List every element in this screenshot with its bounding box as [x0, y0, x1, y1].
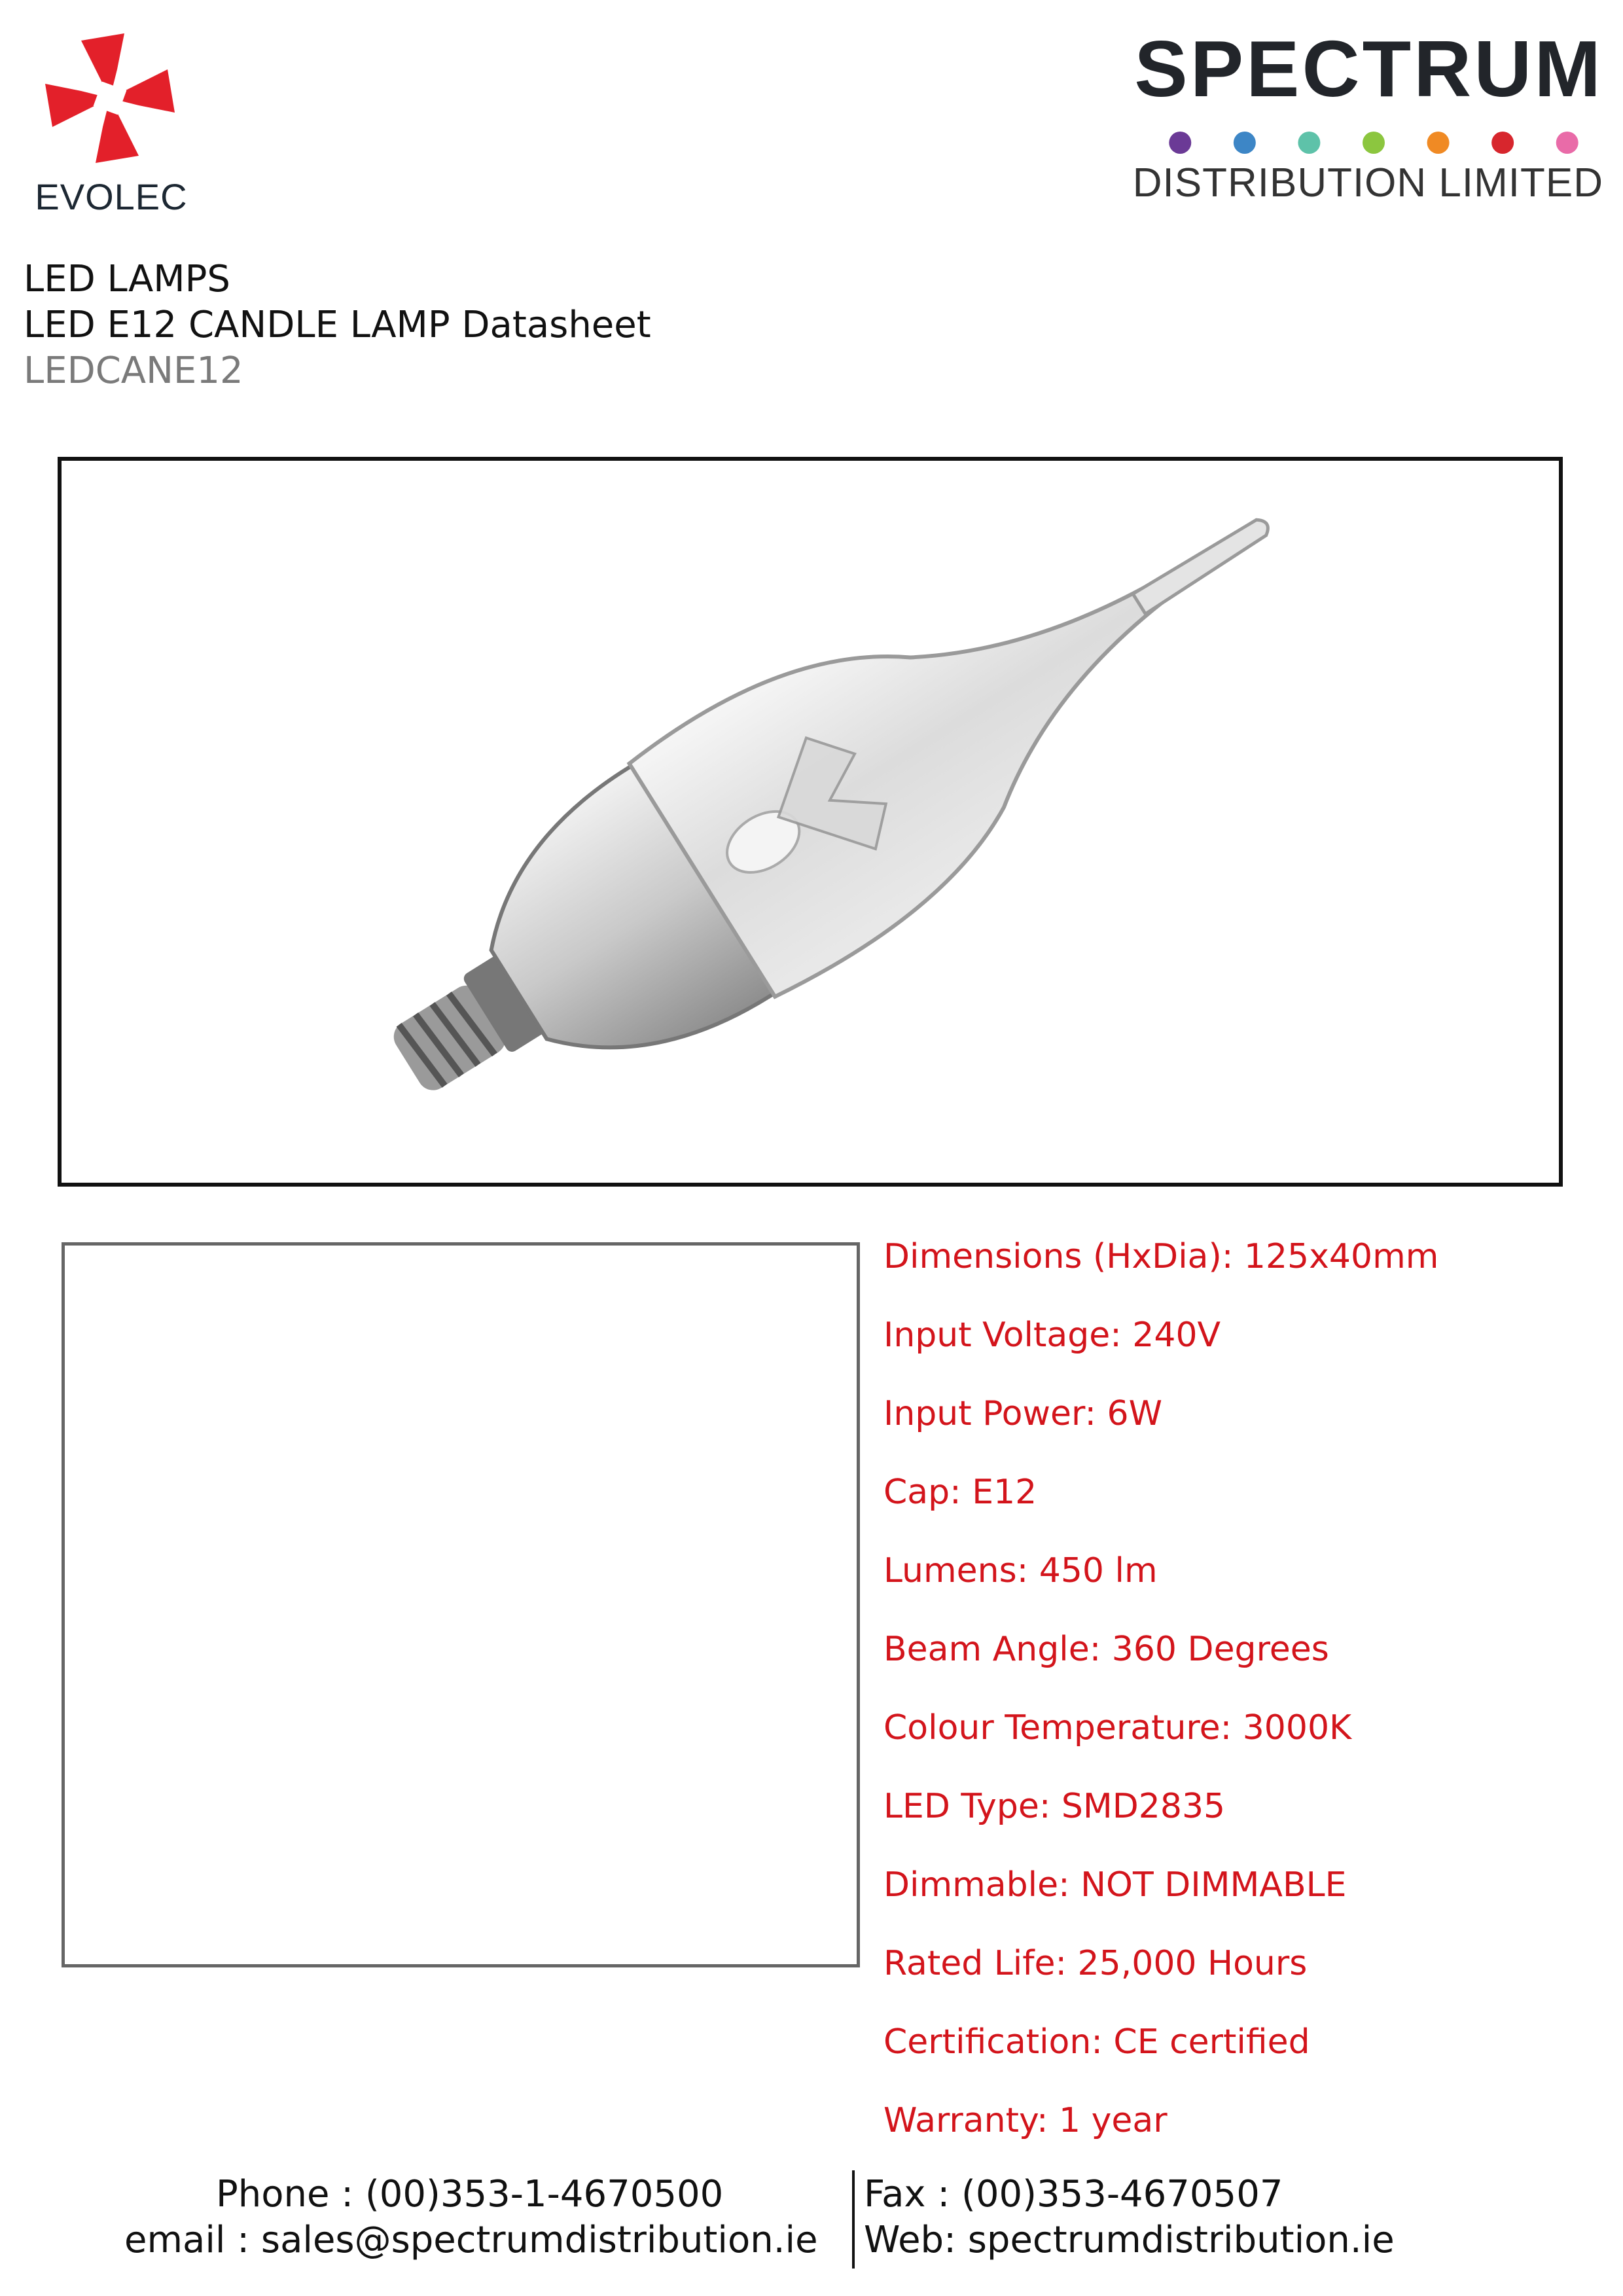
spectrum-tagline: DISTRIBUTION LIMITED: [1132, 160, 1603, 206]
evolec-logo: [26, 26, 196, 216]
candle-lamp-image: [62, 461, 1559, 1183]
spectrum-color-dots: [1148, 130, 1599, 156]
spec-dimensions: Dimensions (HxDia): 125x40mm: [883, 1237, 1439, 1276]
spec-led-type: LED Type: SMD2835: [883, 1787, 1226, 1826]
spectrum-dot-6: [1491, 132, 1514, 154]
spec-colour-temperature: Colour Temperature: 3000K: [883, 1708, 1352, 1748]
spectrum-brand-name: SPECTRUM: [1134, 24, 1603, 113]
product-image-frame: [58, 457, 1563, 1187]
footer-phone: Phone : (00)353-1-4670500: [216, 2173, 724, 2215]
spec-certification: Certification: CE certified: [883, 2022, 1310, 2062]
spec-warranty: Warranty: 1 year: [883, 2101, 1168, 2140]
spec-input-voltage: Input Voltage: 240V: [883, 1316, 1221, 1355]
spec-rated-life: Rated Life: 25,000 Hours: [883, 1944, 1308, 1983]
dimension-diagram-box: [62, 1242, 860, 1967]
document-title: LED E12 CANDLE LAMP Datasheet: [24, 304, 651, 346]
spectrum-dot-5: [1427, 132, 1450, 154]
spectrum-dot-7: [1556, 132, 1578, 154]
spectrum-dot-4: [1363, 132, 1385, 154]
category-heading: LED LAMPS: [24, 258, 230, 300]
footer-email[interactable]: email : sales@spectrumdistribution.ie: [124, 2219, 818, 2261]
spec-lumens: Lumens: 450 lm: [883, 1551, 1158, 1590]
evolec-pinwheel-icon: [38, 26, 182, 170]
footer-fax: Fax : (00)353-4670507: [864, 2173, 1283, 2215]
spec-beam-angle: Beam Angle: 360 Degrees: [883, 1630, 1329, 1669]
footer-divider: [852, 2170, 855, 2269]
spec-dimmable: Dimmable: NOT DIMMABLE: [883, 1865, 1347, 1905]
spec-cap: Cap: E12: [883, 1473, 1037, 1512]
footer-web[interactable]: Web: spectrumdistribution.ie: [864, 2219, 1395, 2261]
spectrum-dot-1: [1169, 132, 1191, 154]
spec-list: [883, 1230, 1603, 2173]
product-code: LEDCANE12: [24, 350, 243, 392]
spectrum-logo: [1126, 26, 1603, 209]
spectrum-dot-3: [1298, 132, 1320, 154]
spectrum-dot-2: [1234, 132, 1256, 154]
evolec-brand-name: EVOLEC: [35, 176, 188, 217]
spec-input-power: Input Power: 6W: [883, 1394, 1163, 1433]
